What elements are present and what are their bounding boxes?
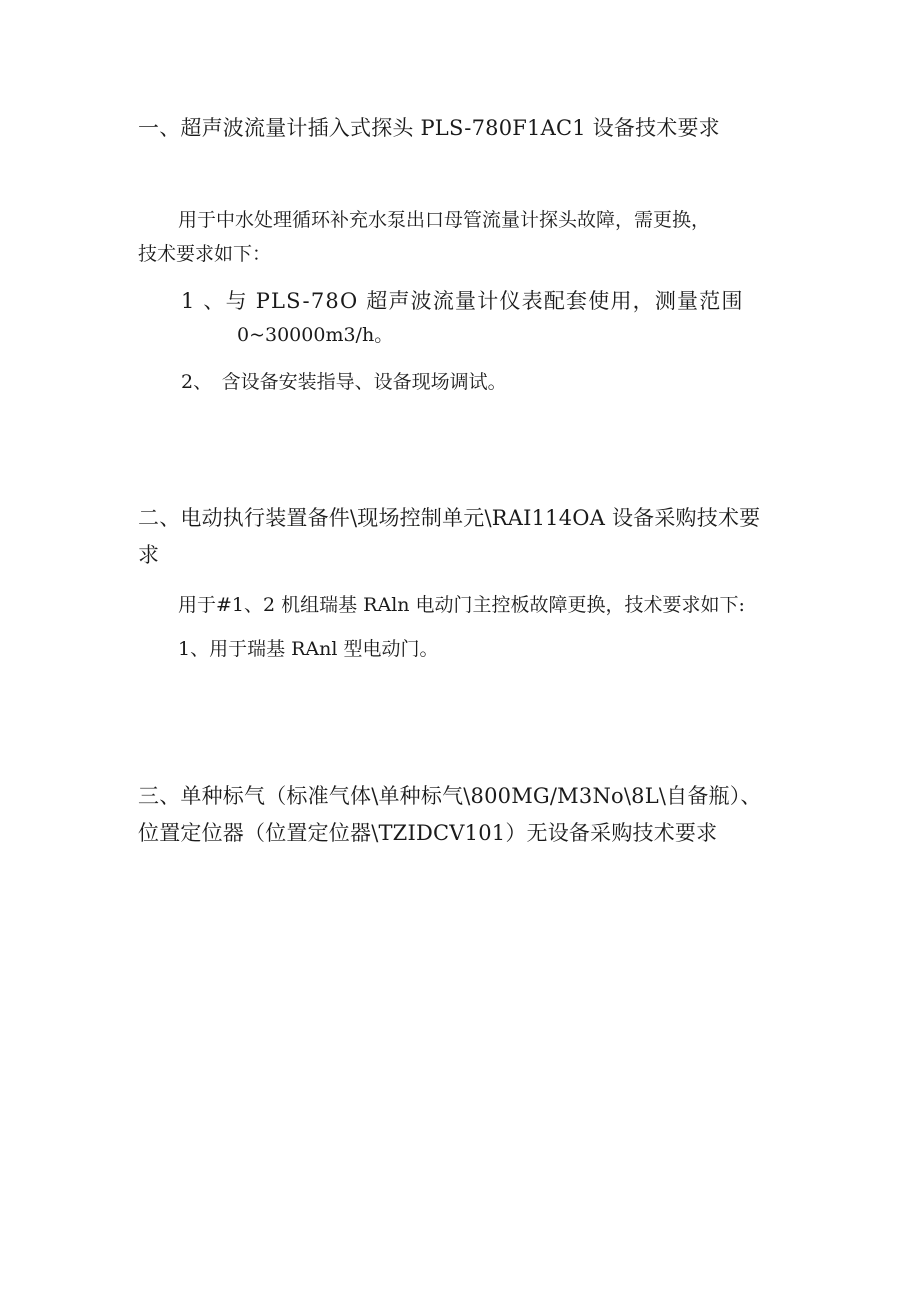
section2-title-line2: 求 [138,543,160,567]
section2-item1: 1、用于瑞基 RAnl 型电动门。 [178,638,439,660]
section3-title-line1: 三、单种标气（标准气体\单种标气\800MG/M3No\8L\自备瓶）、 [138,784,762,808]
section3-title-line2: 位置定位器（位置定位器\TZIDCV101）无设备采购技术要求 [138,821,718,845]
section1-intro-line1: 用于中水处理循环补充水泵出口母管流量计探头故障，需更换， [178,209,711,231]
section1-item2: 2、 含设备安装指导、设备现场调试。 [181,371,507,393]
section2-title-line1: 二、电动执行装置备件\现场控制单元\RAI114OA 设备采购技术要 [138,506,761,530]
section1-item1-line1: 1 、与 PLS-78O 超声波流量计仪表配套使用，测量范围 [181,289,744,313]
section1-item1-line2: 0~30000m3/h。 [237,324,394,346]
section1-title: 一、超声波流量计插入式探头 PLS-780F1AC1 设备技术要求 [138,116,720,140]
section1-intro-line2: 技术要求如下： [138,243,272,265]
section2-intro: 用于#1、2 机组瑞基 RAln 电动门主控板故障更换，技术要求如下: [178,594,745,616]
